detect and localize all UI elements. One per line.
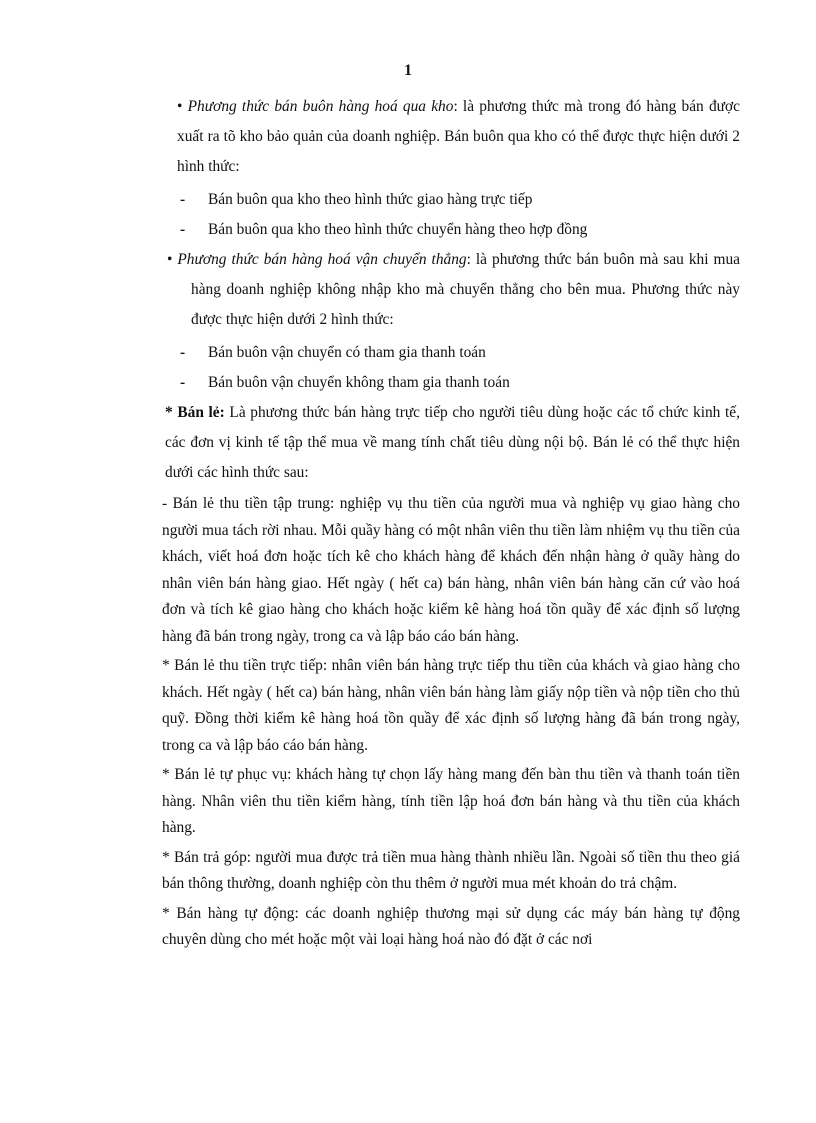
retail-form-paragraph: * Bán hàng tự động: các doanh nghiệp thương mại sử dụng các máy bán hàng tự động chuyên dùng cho mét hoặc một vài loại hàng hoá nào đó đặt ở các nơi xyxy=(162,904,740,948)
section-title: Bán lẻ: xyxy=(177,404,225,421)
dash-marker: - xyxy=(180,221,186,238)
section-text: : là phương thức bán buôn mà sau khi mua hàng doanh nghiệp không nhập kho mà chuyển thẳng cho bên mua. Phương thức này được thực hiện dưới 2 hình thức: xyxy=(191,251,740,328)
page-number: 1 xyxy=(404,62,412,79)
bullet-marker: • xyxy=(167,251,173,268)
list-item xyxy=(162,185,740,215)
star-marker: * xyxy=(165,404,173,421)
wholesale-warehouse-paragraph xyxy=(162,92,740,182)
dash-marker: - xyxy=(180,191,186,208)
section-text: Là phương thức bán hàng trực tiếp cho người tiêu dùng hoặc các tổ chức kinh tế, các đơn vị kinh tế tập thể mua về mang tính chất tiêu dùng nội bộ. Bán lẻ có thể thực hiện dưới các hình thức sau: xyxy=(165,404,740,481)
section-title: Phương thức bán hàng hoá vận chuyển thẳng xyxy=(177,251,467,268)
list-item xyxy=(162,368,740,398)
list-item-text: Bán buôn qua kho theo hình thức giao hàng trực tiếp xyxy=(208,191,533,208)
section-text: : là phương thức mà trong đó hàng bán được xuất ra tõ kho bảo quản của doanh nghiệp. Bán buôn qua kho có thể được thực hiện dưới 2 hình thức: xyxy=(177,98,740,175)
document-body xyxy=(162,92,740,957)
dash-marker: - xyxy=(180,344,186,361)
bullet-marker: • xyxy=(177,98,183,115)
direct-transport-paragraph xyxy=(162,245,740,335)
retail-paragraph xyxy=(165,398,740,488)
dash-marker: - xyxy=(180,374,186,391)
section-title: Phương thức bán buôn hàng hoá qua kho xyxy=(187,98,454,115)
retail-form-paragraph: * Bán lẻ tự phục vụ: khách hàng tự chọn lấy hàng mang đến bàn thu tiền và thanh toán tiền hàng. Nhân viên thu tiền kiểm hàng, tính tiền lập hoá đơn bán hàng và thu tiền của khách hàng. xyxy=(162,766,740,836)
retail-form-paragraph: - Bán lẻ thu tiền tập trung: nghiệp vụ thu tiền của người mua và nghiệp vụ giao hàng cho người mua tách rời nhau. Mỗi quầy hàng có một nhân viên thu tiền làm nhiệm vụ thu tiền của khách, viết hoá đơn hoặc tích kê cho khách hàng để khách đến nhận hàng ở quầy hàng do nhân viên bán hàng giao. Hết ngày ( hết ca) bán hàng, nhân viên bán hàng căn cứ vào hoá đơn và tích kê giao hàng cho khách hoặc kiểm kê hàng hoá tồn quầy để xác định số lượng hàng đã bán trong ngày, trong ca và lập báo cáo bán hàng. xyxy=(162,495,740,645)
retail-form-paragraph: * Bán trả góp: người mua được trả tiền mua hàng thành nhiều lần. Ngoài số tiền thu theo giá bán thông thường, doanh nghiệp còn thu thêm ở người mua mét khoản do trả chậm. xyxy=(162,848,740,892)
list-item xyxy=(162,338,740,368)
list-item-text: Bán buôn qua kho theo hình thức chuyển hàng theo hợp đồng xyxy=(208,221,588,238)
list-item-text: Bán buôn vận chuyển có tham gia thanh toán xyxy=(208,344,486,361)
list-item xyxy=(162,215,740,245)
list-item-text: Bán buôn vận chuyển không tham gia thanh toán xyxy=(208,374,510,391)
retail-form-paragraph: * Bán lẻ thu tiền trực tiếp: nhân viên bán hàng trực tiếp thu tiền của khách và giao hàng cho khách. Hết ngày ( hết ca) bán hàng, nhân viên bán hàng làm giấy nộp tiền và nộp tiền cho thủ quỹ. Đồng thời kiểm kê hàng hoá tồn quầy để xác định số lượng hàng đã bán trong ngày, trong ca và lập báo cáo bán hàng. xyxy=(162,657,740,754)
